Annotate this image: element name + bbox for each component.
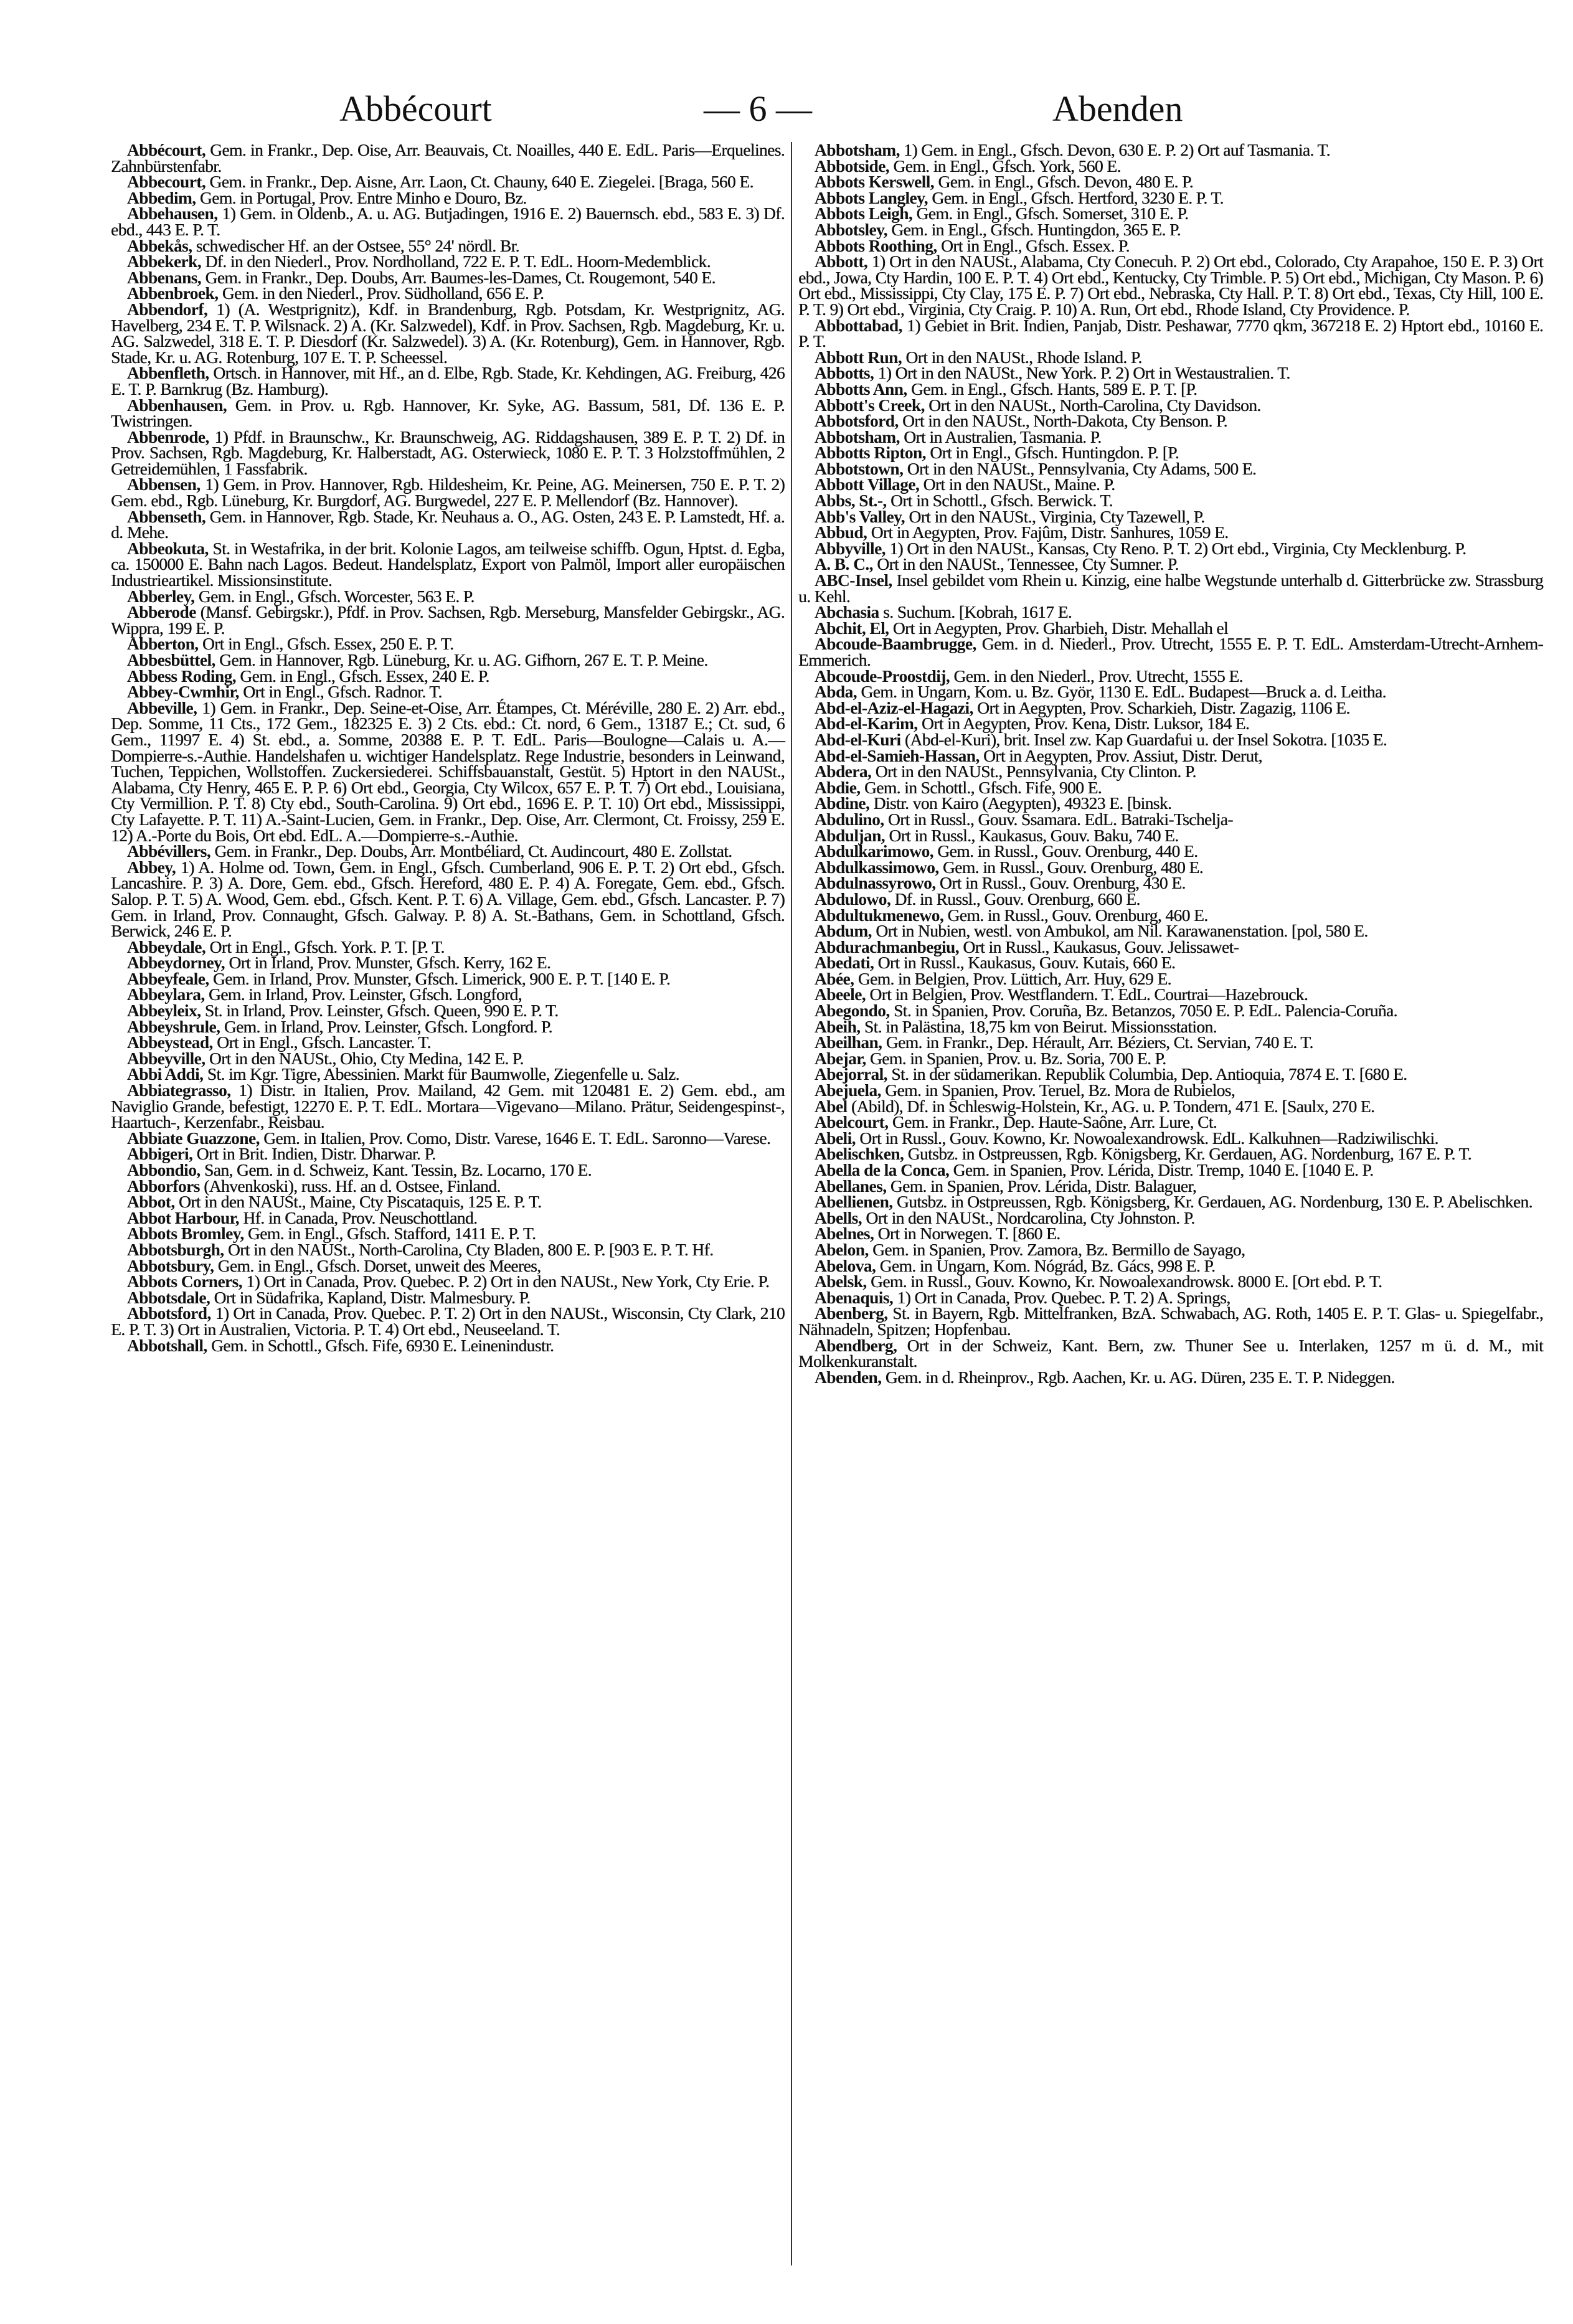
gazetteer-entry: [111, 475, 785, 511]
entry-text: Ort in den NAUSt., Ohio, Cty Medina, 142 E. P.: [205, 1048, 524, 1068]
entry-headword: Abbott's Creek,: [815, 395, 925, 415]
entry-headword: Abenden,: [815, 1367, 882, 1387]
running-head-last-entry: Abenden: [1052, 88, 1183, 129]
entry-text: (Ahvenkoski), russ. Hf. an d. Ostsee, Finland.: [199, 1176, 501, 1196]
entry-headword: Abbedim,: [127, 187, 196, 207]
entry-text: Ort in den NAUSt., Rhode Island. P.: [902, 347, 1142, 367]
entry-text: Ort in Brit. Indien, Distr. Dharwar. P.: [192, 1144, 436, 1164]
entry-headword: Abdulkassimowo,: [815, 857, 939, 877]
entry-headword: Abenaquis,: [815, 1287, 894, 1307]
entry-text: St. im Kgr. Tigre, Abessinien. Markt für Baumwolle, Ziegenfelle u. Salz.: [203, 1064, 679, 1084]
entry-text: Ort in Russl., Gouv. Kowno, Kr. Nowoalexandrowsk. EdL. Kalkuhnen—Radziwilischki.: [855, 1128, 1438, 1148]
gazetteer-entry: [798, 253, 1543, 317]
entry-headword: Abchasia: [815, 602, 879, 622]
entry-headword: Abelcourt,: [815, 1112, 889, 1132]
entry-text: Gem. in Frankr., Dep. Oise, Arr. Beauvais, Ct. Noailles, 440 E. EdL. Paris—Erquelines. Zahnbürstenfabr.: [111, 140, 785, 176]
entry-text: Gem. in Spanien, Prov. Lérida, Distr. Balaguer,: [886, 1176, 1197, 1196]
entry-headword: Abella de la Conca,: [815, 1160, 950, 1179]
entry-headword: Abellienen,: [815, 1192, 893, 1212]
entry-headword: Abda,: [815, 682, 857, 702]
entry-headword: Abbotsham,: [815, 140, 900, 159]
entry-headword: Abeele,: [815, 985, 866, 1004]
entry-headword: Abbenbroek,: [127, 283, 219, 303]
entry-text: Gem. in Spanien, Prov. Teruel, Bz. Mora de Rubielos,: [881, 1080, 1235, 1100]
entry-headword: Abdulino,: [815, 809, 884, 829]
entry-headword: ABC-Insel,: [815, 570, 892, 590]
entry-headword: Abenberg,: [815, 1303, 888, 1323]
entry-headword: Abbots Leigh,: [815, 204, 913, 224]
entry-headword: Abbeokuta,: [127, 538, 209, 558]
page-number: — 6 —: [704, 88, 812, 129]
gazetteer-entry: [798, 315, 1543, 351]
entry-text: Ort in Aegypten, Prov. Fajûm, Distr. Sanhures, 1059 E.: [867, 522, 1229, 542]
entry-text: Gem. in Ungarn, Kom. u. Bz. Györ, 1130 E. EdL. Budapest—Bruck a. d. Leitha.: [857, 682, 1386, 702]
entry-headword: Abbotstown,: [815, 458, 904, 478]
entry-text: Gutsbz. in Ostpreussen, Rgb. Königsberg, Kr. Gerdauen, AG. Nordenburg, 167 E. P. T.: [904, 1144, 1471, 1164]
entry-headword: Abbot Harbour,: [127, 1207, 240, 1227]
entry-headword: Abbi Addi,: [127, 1064, 204, 1084]
gazetteer-entry: [111, 142, 785, 174]
entry-headword: Abbigeri,: [127, 1144, 193, 1164]
entry-headword: Abbehausen,: [127, 204, 218, 224]
entry-headword: Abduljan,: [815, 825, 886, 845]
entry-headword: Abeih,: [815, 1016, 861, 1036]
entry-text: Ort in den NAUSt., North-Carolina, Cty Bladen, 800 E. P. [903 E. P. T. Hf.: [224, 1239, 714, 1259]
entry-headword: Abbotsham,: [815, 427, 900, 446]
entry-text: Gem. in Frankr., Dep. Hérault, Arr. Béziers, Ct. Servian, 740 E. T.: [882, 1032, 1313, 1052]
entry-headword: Abbotshall,: [127, 1335, 207, 1355]
entry-headword: Abbots Corners,: [127, 1272, 243, 1292]
entry-headword: Abbey-Cwmhir,: [127, 682, 239, 702]
entry-text: Ort in Schottl., Gfsch. Berwick. T.: [886, 491, 1113, 511]
entry-headword: Abegondo,: [815, 1001, 890, 1021]
entry-headword: Abel: [815, 1096, 848, 1116]
entry-text: Ort in den NAUSt., Maine. P.: [919, 475, 1115, 494]
entry-headword: Abendberg,: [815, 1335, 897, 1355]
entry-headword: Abbenseth,: [127, 506, 206, 526]
entry-text: (Abd-el-Kuri), brit. Insel zw. Kap Guardafui u. der Insel Sokotra. [1035 E.: [900, 729, 1387, 749]
entry-headword: Abeli,: [815, 1128, 856, 1148]
entry-text: Ort in Engl., Gfsch. Essex, 250 E. P. T.: [198, 634, 454, 654]
entry-headword: Abbottabad,: [815, 315, 902, 335]
entry-headword: Abd-el-Kuri: [815, 729, 901, 749]
entry-text: Ort in der Schweiz, Kant. Bern, zw. Thuner See u. Interlaken, 1257 m ü. d. M., mit Molkenkuranstalt.: [798, 1335, 1543, 1371]
entry-text: Gem. in Schottl., Gfsch. Fife, 900 E.: [860, 777, 1102, 797]
entry-text: Gem. in Prov. u. Rgb. Hannover, Kr. Syke, AG. Bassum, 581, Df. 136 E. P. Twistringen.: [111, 395, 785, 431]
entry-text: Ort in den NAUSt., Nordcarolina, Cty Johnston. P.: [862, 1207, 1195, 1227]
entry-headword: Abd-el-Aziz-el-Hagazi,: [815, 697, 973, 717]
entry-text: St. in Irland, Prov. Leinster, Gfsch. Queen, 990 E. P. T.: [201, 1001, 559, 1021]
entry-text: Gem. in d. Niederl., Prov. Utrecht, 1555 E. P. T. EdL. Amsterdam-Utrecht-Arnhem-Emmerich.: [798, 634, 1543, 669]
gazetteer-entry: [111, 1305, 785, 1337]
entry-text: Gem. in Engl., Gfsch. Devon, 480 E. P.: [934, 172, 1193, 192]
entry-text: 1) (A. Westprignitz), Kdf. in Brandenburg, Rgb. Potsdam, Kr. Westprignitz, AG. Havelberg, 234 E. T. P. Wilsnack. 2) A. (Kr. Salzwedel), Kdf. in Prov. Sachsen, Rgb. Magdeburg, Kr. u. AG. Salzwedel, 318 E. T. P. Diesdorf (Kr. Salzwedel). 3) A. (Kr. Rotenburg), Gem. in Hannover, Rgb. Stade, Kr. u. AG. Rotenburg, 107 E. T. P. Scheessel.: [111, 299, 785, 367]
entry-text: St. in Palästina, 18,75 km von Beirut. Missionsstation.: [860, 1016, 1217, 1036]
entry-headword: Abbenans,: [127, 267, 202, 287]
gazetteer-entry: [111, 301, 785, 365]
gazetteer-entry: [111, 859, 785, 939]
entry-headword: Abbotsburgh,: [127, 1239, 224, 1259]
entry-text: 1) Ort in Canada, Prov. Quebec. P. 2) Ort in den NAUSt., New York, Cty Erie. P.: [242, 1272, 770, 1292]
entry-headword: Abbekerk,: [127, 252, 202, 272]
entry-text: Ort in Belgien, Prov. Westflandern. T. EdL. Courtrai—Hazebrouck.: [866, 985, 1308, 1004]
entry-headword: Abbenrode,: [127, 427, 209, 446]
entry-text: Ort in Engl., Gfsch. Radnor. T.: [239, 682, 442, 702]
entry-text: Gem. in Engl., Gfsch. Hants, 589 E. P. T. [P.: [907, 379, 1197, 399]
gazetteer-entry: [111, 1335, 785, 1355]
entry-headword: Abbotsbury,: [127, 1255, 214, 1275]
entry-headword: Abbeydale,: [127, 937, 206, 957]
entry-text: 1) Ort in den NAUSt., Kansas, Cty Reno. P. T. 2) Ort ebd., Virginia, Cty Mecklenburg. P.: [885, 538, 1467, 558]
entry-text: Gem. in Frankr., Dep. Aisne, Arr. Laon, Ct. Chauny, 640 E. Ziegelei. [Braga, 560 E.: [205, 172, 753, 192]
entry-text: 1) Ort in den NAUSt., New York. P. 2) Ort in Westaustralien. T.: [874, 363, 1290, 383]
entry-text: Gem. in Engl., Gfsch. Stafford, 1411 E. P. T.: [243, 1224, 536, 1244]
entry-headword: Abbotsford,: [127, 1303, 211, 1323]
entry-headword: Abbotsdale,: [127, 1287, 210, 1307]
entry-headword: Abbeylara,: [127, 985, 205, 1004]
gazetteer-entry: [111, 604, 785, 636]
entry-headword: Abbondio,: [127, 1160, 201, 1179]
entry-headword: Abcoude-Baambrugge,: [815, 634, 976, 654]
entry-text: Gem. in Russl., Gouv. Orenburg, 440 E.: [933, 841, 1198, 861]
entry-headword: Abelnes,: [815, 1224, 874, 1244]
gazetteer-entry: [111, 429, 785, 477]
entry-text: Hf. in Canada, Prov. Neuschottland.: [239, 1207, 478, 1227]
entry-headword: Abbotsley,: [815, 219, 888, 239]
entry-text: Gem. in Engl., Gfsch. Somerset, 310 E. P.: [912, 204, 1189, 224]
entry-headword: Abbots Roothing,: [815, 235, 937, 255]
entry-text: Df. in den Niederl., Prov. Nordholland, 722 E. P. T. EdL. Hoorn-Medemblick.: [201, 252, 711, 272]
entry-text: Gem. in Schottl., Gfsch. Fife, 6930 E. Leinenindustr.: [207, 1335, 554, 1355]
entry-headword: Abée,: [815, 968, 854, 988]
gazetteer-entry: [111, 1082, 785, 1130]
entry-text: Gem. in Engl., Gfsch. Hertford, 3230 E. P. T.: [928, 187, 1224, 207]
entry-text: Ort in Engl., Gfsch. Huntingdon. P. [P.: [925, 443, 1179, 463]
entry-headword: Abelon,: [815, 1239, 869, 1259]
entry-text: Ort in Südafrika, Kapland, Distr. Malmesbury. P.: [210, 1287, 531, 1307]
gazetteer-entry: [798, 1305, 1543, 1337]
entry-headword: Abbekås,: [127, 235, 192, 255]
entry-text: Ort in Engl., Gfsch. Lancaster. T.: [212, 1032, 431, 1052]
entry-headword: Abeilhan,: [815, 1032, 882, 1052]
gazetteer-entry: [798, 636, 1543, 668]
entry-text: Ort in Aegypten, Prov. Kena, Distr. Luksor, 184 E.: [917, 714, 1250, 734]
entry-text: Gem. in Irland, Prov. Munster, Gfsch. Limerick, 900 E. P. T. [140 E. P.: [209, 968, 671, 988]
entry-headword: Abberton,: [127, 634, 199, 654]
entry-text: Df. in Russl., Gouv. Orenburg, 660 E.: [890, 889, 1140, 909]
entry-text: Ort in Russl., Gouv. Orenburg, 430 E.: [935, 873, 1186, 893]
entry-headword: Abberode: [127, 602, 196, 622]
entry-text: Gem. in Engl., Gfsch. Worcester, 563 E. P.: [194, 586, 475, 606]
entry-text: Gutsbz. in Ostpreussen, Rgb. Königsberg, Kr. Gerdauen, AG. Nordenburg, 130 E. P. Abelischken.: [892, 1192, 1533, 1212]
entry-text: Ort in Russl., Kaukasus, Gouv. Baku, 740 E.: [885, 825, 1179, 845]
gazetteer-entry: [111, 538, 785, 590]
entry-text: Ort in Russl., Gouv. Ssamara. EdL. Batraki-Tscheljа-: [884, 809, 1233, 829]
entry-headword: Abbendorf,: [127, 299, 208, 319]
entry-headword: Abbenhausen,: [127, 395, 227, 415]
entry-text: Ort in Engl., Gfsch. Essex. P.: [937, 235, 1130, 255]
entry-text: Gem. in Hannover, Rgb. Lüneburg, Kr. u. AG. Gifhorn, 267 E. T. P. Meine.: [215, 650, 708, 669]
running-head-first-entry: Abbécourt: [339, 88, 492, 129]
entry-text: Ort in den NAUSt., Pennsylvania, Cty Adams, 500 E.: [903, 458, 1257, 478]
entry-headword: Abbots Langley,: [815, 187, 928, 207]
entry-headword: Abdine,: [815, 793, 870, 813]
gazetteer-entry: [111, 365, 785, 397]
entry-text: 1) Distr. in Italien, Prov. Mailand, 42 Gem. mit 120481 E. 2) Gem. ebd., am Naviglio Grande, befestigt, 12270 E. P. T. EdL. Mortara—Vigevano—Milano. Prätur, Seidengespinst-, Haartuch-, Kerzenfabr., Reisbau.: [111, 1080, 785, 1132]
entry-headword: Abbott Village,: [815, 475, 920, 494]
entry-text: 1) Gebiet in Brit. Indien, Panjab, Distr. Peshawar, 7770 qkm, 367218 E. 2) Hptort ebd., 10160 E. P. T.: [798, 315, 1543, 351]
entry-headword: Abbensen,: [127, 475, 201, 494]
entry-headword: Abelischken,: [815, 1144, 904, 1164]
entry-text: Gem. in Irland, Prov. Leinster, Gfsch. Longford,: [204, 985, 522, 1004]
entry-headword: Abbotsford,: [815, 411, 899, 431]
entry-headword: Abejar,: [815, 1048, 866, 1068]
entry-headword: Abbott Run,: [815, 347, 902, 367]
entry-text: St. in Bayern, Rgb. Mittelfranken, BzA. Schwabach, AG. Roth, 1405 E. P. T. Glas- u. Spiegelfabr., Nähnadeln, Spitzen; Hopfenbau.: [798, 1303, 1543, 1339]
entry-text: Gem. in Russl., Gouv. Kowno, Kr. Nowoalexandrowsk. 8000 E. [Ort ebd. P. T.: [866, 1272, 1382, 1292]
entry-headword: Abb's Valley,: [815, 506, 905, 526]
entry-text: Gem. in Spanien, Prov. Zamora, Bz. Bermillo de Sayago,: [868, 1239, 1245, 1259]
entry-headword: Abbud,: [815, 522, 867, 542]
entry-text: Gem. in d. Rheinprov., Rgb. Aachen, Kr. u. AG. Düren, 235 E. T. P. Nideggen.: [881, 1367, 1395, 1387]
entry-headword: Abbott,: [815, 252, 868, 272]
entry-text: Gem. in Engl., Gfsch. Essex, 240 E. P.: [236, 666, 489, 686]
entry-headword: A. B. C.,: [815, 554, 873, 574]
entry-headword: Abbesbüttel,: [127, 650, 215, 669]
entry-headword: Abbeyshrule,: [127, 1016, 220, 1036]
entry-text: Gem. in Russl., Gouv. Orenburg, 460 E.: [943, 905, 1208, 925]
entry-text: Gem. in Engl., Gfsch. York, 560 E.: [889, 156, 1121, 176]
gazetteer-entry: [111, 506, 785, 542]
entry-text: 1) Gem. in Engl., Gfsch. Devon, 630 E. P. 2) Ort auf Tasmania. T.: [899, 140, 1330, 159]
entry-headword: Abbots Bromley,: [127, 1224, 244, 1244]
gazetteer-entry: [111, 205, 785, 237]
entry-text: 1) Ort in Canada, Prov. Quebec. P. T. 2) Ort in den NAUSt., Wisconsin, Cty Clark, 210 E. P. T. 3) Ort in Australien, Victoria. P. T. 4) Ort ebd., Neuseeland. T.: [111, 1303, 785, 1339]
entry-text: 1) A. Holme od. Town, Gem. in Engl., Gfsch. Cumberland, 906 E. P. T. 2) Ort ebd., Gfsch. Lancashire. P. 3) A. Dore, Gem. ebd., Gfsch. Hereford, 480 E. P. 4) A. Foregate, Gem. ebd., Gfsch. Salop. P. T. 5) A. Wood, Gem. ebd., Gfsch. Kent. P. T. 6) A. Village, Gem. ebd., Gfsch. Lancaster. P. 7) Gem. in Irland, Prov. Connaught, Gfsch. Galway. P. 8) A. St.-Bathans, Gem. in Schottland, Gfsch. Berwick, 246 E. P.: [111, 857, 785, 941]
entry-text: s. Suchum. [Kobrah, 1617 E.: [879, 602, 1072, 622]
entry-text: San, Gem. in d. Schweiz, Kant. Tessin, Bz. Locarno, 170 E.: [200, 1160, 592, 1179]
entry-headword: Abchit, El,: [815, 618, 889, 638]
entry-headword: Abdie,: [815, 777, 861, 797]
entry-headword: Abdum,: [815, 921, 872, 941]
entry-text: Gem. in Hannover, Rgb. Stade, Kr. Neuhaus a. O., AG. Osten, 243 E. P. Lamstedt, Hf. a. d. Mehe.: [111, 506, 785, 542]
entry-headword: Abbotside,: [815, 156, 890, 176]
entry-headword: Abejorral,: [815, 1064, 887, 1084]
entry-headword: Abdultukmenewo,: [815, 905, 944, 925]
entry-text: Ort in Russl., Kaukasus, Gouv. Kutais, 660 E.: [874, 953, 1176, 973]
right-column: [798, 142, 1543, 1385]
entry-text: Ort in den NAUSt., North-Dakota, Cty Benson. P.: [898, 411, 1227, 431]
gazetteer-entry: [111, 697, 785, 845]
entry-headword: Abbévillers,: [127, 841, 211, 861]
entry-text: Distr. von Kairo (Aegypten), 49323 E. [binsk.: [869, 793, 1172, 813]
entry-headword: Abd-el-Karim,: [815, 714, 918, 734]
entry-text: Ort in Irland, Prov. Munster, Gfsch. Kerry, 162 E.: [225, 953, 551, 973]
entry-headword: Abbecourt,: [127, 172, 206, 192]
entry-text: Ortsch. in Hannover, mit Hf., an d. Elbe, Rgb. Stade, Kr. Kehdingen, AG. Freiburg, 426 E. T. P. Barnkrug (Bz. Hamburg).: [111, 363, 785, 399]
entry-headword: Abberley,: [127, 586, 195, 606]
entry-text: Gem. in Frankr., Dep. Haute-Saône, Arr. Lure, Ct.: [888, 1112, 1217, 1132]
entry-headword: Abelova,: [815, 1255, 876, 1275]
entry-headword: Abbeyfeale,: [127, 968, 209, 988]
entry-text: schwedischer Hf. an der Ostsee, 55° 24' nördl. Br.: [192, 235, 519, 255]
gazetteer-entry: [798, 1335, 1543, 1371]
entry-text: Gem. in Engl., Gfsch. Dorset, unweit des Meeres,: [214, 1255, 541, 1275]
entry-text: Gem. in Italien, Prov. Como, Distr. Varese, 1646 E. T. EdL. Saronno—Varese.: [259, 1128, 771, 1148]
entry-headword: Abbeyleix,: [127, 1001, 201, 1021]
entry-text: Ort in Australien, Tasmania. P.: [899, 427, 1102, 446]
entry-headword: Abellanes,: [815, 1176, 887, 1196]
entry-text: Gem. in Russl., Gouv. Orenburg, 480 E.: [938, 857, 1203, 877]
entry-text: Ort in Aegypten, Prov. Assiut, Distr. Derut,: [979, 745, 1262, 765]
entry-headword: Abbotts Ripton,: [815, 443, 926, 463]
entry-text: Ort in den NAUSt., Pennsylvania, Cty Clinton. P.: [871, 762, 1196, 782]
entry-headword: Abbs, St.-,: [815, 491, 887, 511]
entry-headword: Abbeydorney,: [127, 953, 225, 973]
entry-headword: Abbots Kerswell,: [815, 172, 935, 192]
entry-headword: Abbot,: [127, 1192, 175, 1212]
entry-text: Ort in Russl., Kaukasus, Gouv. Jelissawet-: [959, 937, 1239, 957]
entry-headword: Abdurachmanbegiu,: [815, 937, 960, 957]
entry-text: Insel gebildet vom Rhein u. Kinzig, eine halbe Wegstunde unterhalb d. Gitterbrücke zw. Strassburg u. Kehl.: [798, 570, 1543, 606]
entry-headword: Abelsk,: [815, 1272, 867, 1292]
entry-headword: Abdulnassyrowo,: [815, 873, 936, 893]
entry-headword: Abbeville,: [127, 697, 197, 717]
column-divider: [791, 142, 792, 2265]
entry-text: Gem. in Portugal, Prov. Entre Minho e Douro, Bz.: [196, 187, 527, 207]
gazetteer-entry: [798, 1369, 1543, 1386]
entry-headword: Abdulowo,: [815, 889, 891, 909]
entry-text: Ort in den NAUSt., North-Carolina, Cty Davidson.: [924, 395, 1261, 415]
entry-text: St. in Westafrika, in der brit. Kolonie Lagos, am teilweise schiffb. Ogun, Hptst. d. Egba, ca. 150000 E. Bahn nach Lagos. Bedeut. Handelsplatz, Export von Palmöl, Import aller europäischen Industrieartikel. Missionsinstitute.: [111, 538, 785, 590]
entry-text: Gem. in Spanien, Prov. u. Bz. Soria, 700 E. P.: [866, 1048, 1166, 1068]
entry-headword: Abbey,: [127, 857, 176, 877]
entry-headword: Abd-el-Samieh-Hassan,: [815, 745, 980, 765]
entry-headword: Abejuela,: [815, 1080, 881, 1100]
entry-text: Ort in Aegypten, Prov. Gharbieh, Distr. Mehallah el: [889, 618, 1228, 638]
entry-headword: Abborfors: [127, 1176, 200, 1196]
entry-text: Gem. in Frankr., Dep. Doubs, Arr. Baumes-les-Dames, Ct. Rougemont, 540 E.: [201, 267, 716, 287]
entry-headword: Abdulkarimowo,: [815, 841, 934, 861]
entry-text: Ort in Nubien, westl. von Ambukol, am Nil. Karawanenstation. [pol, 580 E.: [871, 921, 1368, 941]
entry-text: Gem. in Spanien, Prov. Lérida, Distr. Tremp, 1040 E. [1040 E. P.: [949, 1160, 1374, 1179]
entry-text: Gem. in den Niederl., Prov. Südholland, 656 E. P.: [218, 283, 544, 303]
entry-text: (Mansf. Gebirgskr.), Pfdf. in Prov. Sachsen, Rgb. Merseburg, Mansfelder Gebirgskr., AG. Wippra, 199 E. P.: [111, 602, 785, 638]
gazetteer-entry: [111, 397, 785, 429]
entry-headword: Abcoude-Proostdij,: [815, 666, 950, 686]
left-column: [111, 142, 785, 1353]
entry-headword: Abbyville,: [815, 538, 886, 558]
entry-text: Ort in Norwegen. T. [860 E.: [874, 1224, 1060, 1244]
entry-text: Gem. in Ungarn, Kom. Nógrád, Bz. Gács, 998 E. P.: [876, 1255, 1216, 1275]
gazetteer-entry: [798, 572, 1543, 604]
entry-text: 1) Gem. in Prov. Hannover, Rgb. Hildesheim, Kr. Peine, AG. Meinersen, 750 E. P. T. 2) Gem. ebd., Rgb. Lüneburg, Kr. Burgdorf, AG. Burgwedel, 227 E. P. Mellendorf (Bz. Hannover).: [111, 475, 785, 511]
entry-headword: Abells,: [815, 1207, 862, 1227]
entry-text: 1) Pfdf. in Braunschw., Kr. Braunschweig, AG. Riddagshausen, 389 E. P. T. 2) Df. in Prov. Sachsen, Rgb. Magdeburg, Kr. Halberstadt, AG. Osterwieck, 1080 E. P. T. 3 Holzstoffmühlen, 2 Getreidemühlen, 1 Fassfabrik.: [111, 427, 785, 478]
entry-text: Gem. in den Niederl., Prov. Utrecht, 1555 E.: [950, 666, 1243, 686]
entry-headword: Abedati,: [815, 953, 874, 973]
entry-headword: Abbeystead,: [127, 1032, 213, 1052]
entry-headword: Abdera,: [815, 762, 872, 782]
entry-headword: Abbotts Ann,: [815, 379, 907, 399]
entry-text: 1) Ort in den NAUSt., Alabama, Cty Conecuh. P. 2) Ort ebd., Colorado, Cty Arapahoe, 150 E. P. 3) Ort ebd., Jowa, Cty Hardin, 100 E. P. T. 4) Ort ebd., Kentucky, Cty Trimble. P. 5) Ort ebd., Michigan, Cty Mason. P. 6) Ort ebd., Mississippi, Cty Clay, 175 E. P. 7) Ort ebd., Nebraska, Cty Hall. P. T. 8) Ort ebd., Texas, Cty Hill, 100 E. P. T. 9) Ort ebd., Virginia, Cty Craig. P. 10) A. Run, Ort ebd., Rhode Island, Cty Providence. P.: [798, 252, 1543, 319]
entry-headword: Abbess Roding,: [127, 666, 236, 686]
entry-headword: Abbenfleth,: [127, 363, 209, 383]
entry-headword: Abbiategrasso,: [127, 1080, 231, 1100]
entry-text: 1) Gem. in Oldenb., A. u. AG. Butjadingen, 1916 E. 2) Bauernsch. ebd., 583 E. 3) Df. ebd., 443 E. P. T.: [111, 204, 785, 239]
entry-text: Ort in Aegypten, Prov. Scharkieh, Distr. Zagazig, 1106 E.: [973, 697, 1350, 717]
entry-text: Ort in den NAUSt., Virginia, Cty Tazewell, P.: [905, 506, 1205, 526]
entry-text: (Abild), Df. in Schleswig-Holstein, Kr., AG. u. P. Tondern, 471 E. [Saulx, 270 E.: [847, 1096, 1375, 1116]
entry-text: Ort in Engl., Gfsch. York. P. T. [P. T.: [205, 937, 445, 957]
entry-text: Gem. in Belgien, Prov. Lüttich, Arr. Huy, 629 E.: [854, 968, 1171, 988]
entry-text: St. in der südamerikan. Republik Columbia, Dep. Antioquia, 7874 E. T. [680 E.: [887, 1064, 1407, 1084]
entry-text: Gem. in Engl., Gfsch. Huntingdon, 365 E. P.: [887, 219, 1181, 239]
entry-text: 1) Ort in Canada, Prov. Quebec. P. T. 2) A. Springs,: [893, 1287, 1231, 1307]
entry-text: Ort in den NAUSt., Tennessee, Cty Sumner. P.: [872, 554, 1179, 574]
entry-text: 1) Gem. in Frankr., Dep. Seine-et-Oise, Arr. Étampes, Ct. Méréville, 280 E. 2) Arr. ebd., Dep. Somme, 11 Cts., 172 Gem., 182325 E. 3) 2 Cts. ebd.: Ct. nord, 6 Gem., 13187 E.; Ct. sud, 6 Gem., 11997 E. 4) St. ebd., a. Somme, 20388 E. P. T. EdL. Paris—Boulogne—Calais u. A.—Dompierre-s.-Authie. Handelshafen u. wichtiger Handelsplatz. Rege Industrie, besonders in Leinwand, Tuchen, Teppichen, Wollstoffen. Zuckersiederei. Schiffsbauanstalt, Gestüt. 5) Hptort in den NAUSt., Alabama, Cty Henry, 465 E. P. P. 6) Ort ebd., Georgia, Cty Wilcox, 657 E. P. T. 7) Ort ebd., Louisiana, Cty Vermillion. P. T. 8) Cty ebd., South-Carolina. 9) Ort ebd., 1696 E. P. T. 10) Ort ebd., Mississippi, Cty Lafayette. P. T. 11) A.-Saint-Lucien, Gem. in Frankr., Dep. Oise, Arr. Clermont, Ct. Froissy, 259 E. 12) A.-Porte du Bois, Ort ebd. EdL. A.—Dompierre-s.-Authie.: [111, 697, 785, 845]
entry-text: Ort in den NAUSt., Maine, Cty Piscataquis, 125 E. P. T.: [174, 1192, 542, 1212]
entry-headword: Abbécourt,: [127, 140, 206, 159]
entry-text: St. in Spanien, Prov. Coruña, Bz. Betanzos, 7050 E. P. EdL. Palencia-Coruña.: [889, 1001, 1397, 1021]
entry-text: Gem. in Frankr., Dep. Doubs, Arr. Montbéliard, Ct. Audincourt, 480 E. Zollstat.: [210, 841, 732, 861]
entry-headword: Abbiate Guazzone,: [127, 1128, 260, 1148]
entry-headword: Abbeyville,: [127, 1048, 205, 1068]
entry-text: Gem. in Irland, Prov. Leinster, Gfsch. Longford. P.: [220, 1016, 552, 1036]
entry-headword: Abbotts,: [815, 363, 874, 383]
